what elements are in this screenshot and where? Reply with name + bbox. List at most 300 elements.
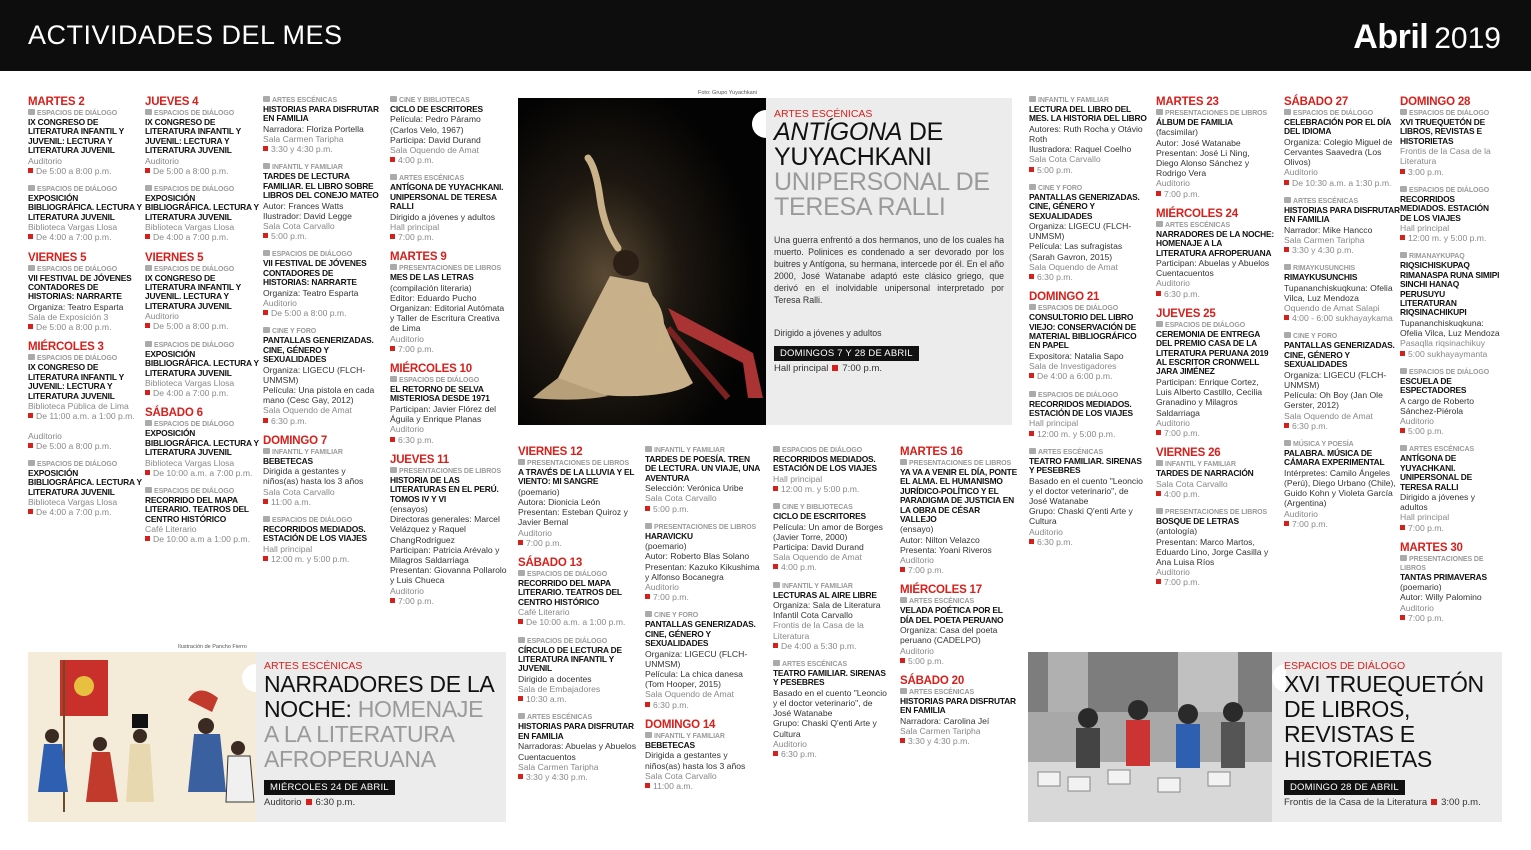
- event-info: Organiza: Teatro Esparta: [263, 287, 359, 298]
- event-title: ANTÍGONA DE YUYACHKANI. UNIPERSONAL DE TERESA RALLI: [1400, 453, 1472, 492]
- category-icon: [1029, 304, 1036, 310]
- event-time: De 5:00 a 8:00 p.m.: [263, 308, 381, 318]
- feature-audience: Dirigido a jóvenes y adultos: [774, 328, 882, 338]
- event-item: [518, 570, 636, 628]
- event-place: Auditorio: [1156, 278, 1190, 289]
- event-title: YA VA A VENIR EL DÍA, PONTE EL ALMA. EL HUMANISMO JURÍDICO-POLÍTICO Y EL PARADIGMA DE JUSTICIA EN LA OBRA DE CÉSAR VALLEJO: [900, 467, 1017, 525]
- event-category: ESPACIOS DE DIÁLOGO: [145, 420, 263, 429]
- event-info: Selección: Verónica Uribe: [645, 483, 744, 494]
- category-icon: [263, 448, 270, 454]
- day-heading: DOMINGO 28: [1400, 96, 1471, 108]
- event-title: TARDES DE NARRACIÓN: [1156, 468, 1254, 479]
- event-item: [518, 637, 636, 705]
- calendar-column-12: [1400, 96, 1502, 632]
- event-place: Auditorio: [1400, 415, 1434, 426]
- event-category: ESPACIOS DE DIÁLOGO: [1029, 391, 1147, 400]
- day-heading: SÁBADO 27: [1284, 96, 1349, 108]
- event-category: ESPACIOS DE DIÁLOGO: [1400, 186, 1502, 195]
- event-item: [518, 459, 636, 548]
- event-place: Sala de Exposición 3: [28, 312, 109, 323]
- event-time: 7:00 p.m.: [1284, 519, 1402, 529]
- category-icon: [1400, 186, 1407, 192]
- event-info: Organiza: LIGECU (FLCH-UNMSM) Película: Oh Boy (Jan Ole Gerster, 2012): [1284, 369, 1387, 411]
- event-item: [145, 420, 263, 478]
- event-item: [390, 96, 508, 165]
- event-info: Dirigido a docentes: [518, 673, 592, 684]
- day-heading: VIERNES 5: [145, 251, 204, 264]
- event-item: [145, 185, 263, 243]
- event-place: Auditorio: [390, 424, 424, 435]
- event-item: [773, 582, 891, 651]
- event-info: Organiza: LIGECU (FLCH-UNMSM) Película: La chica danesa (Tom Hooper, 2015): [645, 648, 748, 690]
- event-category: ARTES ESCÉNICAS: [900, 688, 1018, 697]
- category-icon: [645, 732, 652, 738]
- event-item: [28, 460, 146, 518]
- day-heading: DOMINGO 7: [263, 434, 328, 447]
- category-icon: [1284, 332, 1291, 338]
- category-icon: [773, 660, 780, 666]
- event-place: Auditorio: [1284, 167, 1318, 178]
- category-icon: [1156, 321, 1163, 327]
- event-item: [1156, 460, 1274, 499]
- event-place: Café Literario: [518, 607, 570, 618]
- event-time: 11:00 a.m.: [263, 497, 381, 507]
- category-icon: [1156, 109, 1163, 115]
- event-item: [390, 174, 508, 242]
- category-icon: [263, 516, 270, 522]
- event-title: RECORRIDO DEL MAPA LITERARIO. TEATROS DEL CENTRO HISTÓRICO: [145, 494, 249, 524]
- category-icon: [28, 185, 35, 191]
- event-place: Auditorio: [900, 555, 934, 566]
- event-category: PRESENTACIONES DE LIBROS: [1400, 555, 1484, 572]
- event-title: RECORRIDOS MEDIADOS. ESTACIÓN DE LOS VIAJES: [263, 523, 367, 544]
- event-title: IX CONGRESO DE LITERATURA INFANTIL Y JUVENIL: LECTURA Y LITERATURA JUVENIL: [145, 117, 241, 156]
- event-place: Auditorio: [773, 738, 807, 749]
- event-title: TEATRO FAMILIAR. SIRENAS Y PESEBRES: [773, 668, 886, 688]
- event-category: CINE Y BIBLIOTECAS: [390, 96, 508, 105]
- event-info: Participan: Abuelas y Abuelos Cuentacuentos: [1156, 258, 1270, 279]
- event-place: Sala Cota Carvallo: [1029, 154, 1101, 165]
- event-info: Organiza: Casa del poeta peruano (CADELPO): [900, 625, 998, 646]
- category-icon: [1284, 109, 1291, 115]
- event-item: [263, 96, 381, 154]
- event-category: ESPACIOS DE DIÁLOGO: [1400, 368, 1502, 377]
- category-icon: [1029, 184, 1036, 190]
- category-icon: [28, 265, 35, 271]
- event-time: De 5:00 a 8:00 p.m.: [28, 166, 146, 176]
- event-info: (facsimilar) Autor: José Watanabe Presentan: José Li Ning, Diego Alonso Sánchez y Rodrigo Vera: [1156, 127, 1250, 179]
- month-name: Abril: [1353, 18, 1429, 56]
- event-place: Biblioteca Vargas Llosa: [145, 377, 235, 388]
- category-icon: [1029, 391, 1036, 397]
- category-icon: [1284, 440, 1291, 446]
- category-icon: [1400, 368, 1407, 374]
- event-info: Dirigida a gestantes y niños(as) hasta los 3 años: [645, 750, 746, 771]
- calendar-column-10: [1156, 96, 1274, 597]
- event-title: EXPOSICIÓN BIBLIOGRÁFICA. LECTURA Y LITERATURA JUVENIL: [28, 467, 142, 497]
- event-time: 7:00 p.m.: [645, 592, 763, 602]
- event-time: 7:00 p.m.: [390, 232, 508, 242]
- event-item: [263, 327, 381, 425]
- event-info: A cargo de Roberto Sánchez-Piérola: [1400, 395, 1475, 416]
- event-place: Biblioteca Vargas Llosa: [145, 222, 235, 233]
- event-category: INFANTIL Y FAMILIAR: [773, 582, 891, 591]
- event-info: Tupananchiskuqkuna: Ofelia Vilca, Luz Mendoza: [1284, 282, 1393, 303]
- day-heading: MARTES 16: [900, 446, 963, 458]
- event-item: [1400, 252, 1502, 358]
- day-heading: MARTES 23: [1156, 96, 1219, 108]
- day-heading: SÁBADO 20: [900, 675, 965, 688]
- event-category: INFANTIL Y FAMILIAR: [263, 448, 381, 457]
- event-title: RECORRIDOS MEDIADOS. ESTACIÓN DE LOS VIAJES: [773, 454, 877, 474]
- category-icon: [900, 688, 907, 694]
- feature-category: ESPACIOS DE DIÁLOGO: [1284, 660, 1406, 672]
- event-title: BEBETECAS: [263, 455, 313, 466]
- event-info: Dirigido a jóvenes y adultos: [390, 211, 496, 222]
- day-heading: MIÉRCOLES 10: [390, 363, 472, 376]
- event-category: PRESENTACIONES DE LIBROS: [645, 523, 763, 532]
- event-category: ESPACIOS DE DIÁLOGO: [145, 487, 263, 496]
- event-place: Sala Oquendo de Amat: [263, 405, 352, 416]
- event-item: [900, 597, 1018, 666]
- day-heading: MARTES 30: [1400, 541, 1463, 554]
- event-title: CICLO DE ESCRITORES: [773, 511, 866, 522]
- event-category: ESPACIOS DE DIÁLOGO: [1029, 304, 1147, 313]
- event-place: Auditorio: [900, 645, 934, 656]
- event-item: [263, 163, 381, 241]
- event-category: ESPACIOS DE DIÁLOGO: [145, 109, 263, 118]
- event-category: ARTES ESCÉNICAS: [900, 597, 1018, 606]
- event-place: Auditorio: [28, 155, 62, 166]
- calendar-column-3: [263, 96, 381, 573]
- day-heading: JUEVES 4: [145, 96, 199, 108]
- event-title: PANTALLAS GENERIZADAS. CINE, GÉNERO Y SEXUALIDADES: [645, 619, 756, 649]
- event-title: XVI TRUEQUETÓN DE LIBROS, REVISTAS E HISTORIETAS: [1400, 117, 1486, 146]
- event-category: PRESENTACIONES DE LIBROS: [1156, 109, 1274, 118]
- category-icon: [1156, 460, 1163, 466]
- event-time: 6:30 p.m.: [1029, 537, 1147, 547]
- event-category: CINE Y BIBLIOTECAS: [773, 503, 891, 512]
- event-title: RIQSICHISKUPAQ RIMANASPA RUNA SIMIPI SINCHI HANAQ PERUSUYU LITERATURAN RIQSINACHIKUPI: [1400, 260, 1500, 318]
- event-time: 5:00 p.m.: [1400, 426, 1502, 436]
- category-icon: [773, 503, 780, 509]
- event-info: Intérpretes: Camilo Ángeles (Perú), Diego Urbano (Chile), Guido Kohn y Violeta García (Argentina): [1284, 467, 1396, 509]
- event-time: 3:30 y 4:30 p.m.: [900, 736, 1018, 746]
- event-info: Tupananchiskuqkuna: Ofelia Vilca, Luz Mendoza: [1400, 317, 1500, 339]
- feature-truequeton: [1028, 652, 1502, 822]
- feature-place: Frontis de la Casa de la Literatura 3:00 p.m.: [1284, 797, 1481, 808]
- category-icon: [518, 570, 525, 576]
- event-place: Auditorio: [645, 582, 679, 593]
- event-place: Sala Cota Carvallo: [1156, 478, 1228, 489]
- event-category: INFANTIL Y FAMILIAR: [645, 732, 763, 741]
- event-category: ESPACIOS DE DIÁLOGO: [1156, 321, 1274, 330]
- calendar-column-11: [1284, 96, 1402, 538]
- event-time: De 4:00 a 5:30 p.m.: [773, 641, 891, 651]
- header-bar: [0, 0, 1531, 71]
- event-info: Participan: Enrique Cortez, Luis Alberto Castillo, Cecilia Granadino y Milagros Saldarriaga: [1156, 376, 1263, 418]
- event-info: Película: Pedro Páramo (Carlos Velo, 1967) Participa: David Durand: [390, 114, 481, 145]
- event-place: Sala Oquendo de Amat: [645, 689, 734, 700]
- event-category: CINE Y FORO: [1284, 332, 1402, 341]
- event-place: Biblioteca Vargas Llosa: [145, 457, 235, 468]
- event-item: [1400, 186, 1502, 244]
- event-place: Sala Carmen Taripha: [518, 761, 599, 772]
- event-title: EXPOSICIÓN BIBLIOGRÁFICA. LECTURA Y LITERATURA JUVENIL: [145, 428, 259, 458]
- day-heading: VIERNES 26: [1156, 447, 1221, 460]
- day-heading: JUEVES 11: [390, 453, 449, 466]
- event-time: 6:30 p.m.: [390, 435, 508, 445]
- event-item: [1029, 184, 1147, 282]
- feature-category: ARTES ESCÉNICAS: [264, 660, 363, 672]
- event-title: RIMAYKUSUNCHIS: [1284, 272, 1358, 283]
- event-time: 3:30 y 4:30 p.m.: [518, 772, 636, 782]
- category-icon: [1156, 221, 1163, 227]
- event-category: INFANTIL Y FAMILIAR: [1029, 96, 1147, 105]
- event-category: ESPACIOS DE DIÁLOGO: [145, 341, 263, 350]
- event-time: 7:00 p.m.: [518, 538, 636, 548]
- event-category: CINE Y FORO: [263, 327, 381, 336]
- event-place: Auditorio: [263, 297, 297, 308]
- event-item: [645, 611, 763, 709]
- event-item: [263, 516, 381, 564]
- event-place: Sala Carmen Taripha: [900, 726, 981, 737]
- event-title: LECTURA DEL LIBRO DEL MES. LA HISTORIA DEL LIBRO: [1029, 104, 1147, 124]
- event-time: De 4:00 a 7:00 p.m.: [28, 507, 146, 517]
- event-time: 4:00 - 6:00 sukhayaykama: [1284, 313, 1402, 323]
- event-place: Sala de Embajadores: [518, 684, 601, 695]
- event-place: Biblioteca Pública de Lima: [28, 401, 129, 412]
- event-title: HISTORIAS PARA DISFRUTAR EN FAMILIA: [900, 696, 1016, 716]
- event-place: Auditorio: [1284, 508, 1318, 519]
- event-time: 7:00 p.m.: [900, 565, 1018, 575]
- event-time: 10:30 a.m.: [518, 694, 636, 704]
- event-place: Sala Carmen Taripha: [1284, 234, 1365, 245]
- event-time: De 4:00 a 6:00 p.m.: [1029, 371, 1147, 381]
- category-icon: [263, 327, 270, 333]
- event-category: MÚSICA Y POESÍA: [1284, 440, 1402, 449]
- dancer-illustration: [518, 98, 766, 425]
- event-place: Hall principal: [263, 543, 313, 554]
- event-category: PRESENTACIONES DE LIBROS: [900, 459, 1018, 468]
- event-place: Frontis de la Casa de la Literatura: [773, 620, 864, 641]
- event-time: 3:30 y 4:30 p.m.: [263, 144, 381, 154]
- category-icon: [900, 597, 907, 603]
- event-category: PRESENTACIONES DE LIBROS: [390, 264, 508, 273]
- category-icon: [518, 637, 525, 643]
- event-time: De 10:30 a.m. a 1:30 p.m.: [1284, 178, 1402, 188]
- event-title: RECORRIDOS MEDIADOS. ESTACIÓN DE LOS VIAJES: [1400, 193, 1489, 223]
- event-title: HISTORIAS PARA DISFRUTAR EN FAMILIA: [518, 721, 634, 741]
- category-icon: [263, 96, 270, 102]
- antigona-photo: [518, 98, 766, 425]
- category-icon: [1400, 555, 1407, 561]
- event-time: 6:30 p.m.: [1156, 289, 1274, 299]
- event-place: Auditorio: [145, 155, 179, 166]
- event-info: Organiza: Teatro Esparta: [28, 301, 124, 312]
- event-time: 7:00 p.m.: [390, 344, 508, 354]
- event-category: ARTES ESCÉNICAS: [1400, 445, 1502, 454]
- event-info: Dirigida a gestantes y niños(as) hasta los 3 años: [263, 466, 364, 487]
- year: 2019: [1434, 22, 1501, 55]
- event-item: [145, 341, 263, 399]
- event-info: Narrador: Mike Hancco: [1284, 224, 1373, 235]
- event-time: De 4:00 a 7:00 p.m.: [28, 232, 146, 242]
- event-time: 6:30 p.m.: [645, 700, 763, 710]
- event-item: [1029, 304, 1147, 381]
- event-place: Auditorio: [145, 311, 179, 322]
- event-item: [1029, 448, 1147, 547]
- event-title: IX CONGRESO DE LITERATURA INFANTIL Y JUVENIL: LECTURA Y LITERATURA JUVENIL: [28, 117, 124, 156]
- calendar-column-9: [1029, 96, 1147, 556]
- event-category: ESPACIOS DE DIÁLOGO: [28, 185, 146, 194]
- event-time: 3:30 y 4:30 p.m.: [1284, 245, 1402, 255]
- event-place: Auditorio: [1400, 602, 1434, 613]
- category-icon: [263, 163, 270, 169]
- feature-date: DOMINGO 28 DE ABRIL: [1284, 780, 1405, 795]
- event-title: ESCUELA DE ESPECTADORES: [1400, 375, 1467, 396]
- feature-category: ARTES ESCÉNICAS: [774, 108, 873, 120]
- event-item: [1400, 555, 1502, 623]
- event-title: TARDES DE POESÍA. TREN DE LECTURA. UN VIAJE, UNA AVENTURA: [645, 454, 760, 483]
- feature-description: Una guerra enfrentó a dos hermanos, uno de los cuales ha muerto. Polinices es condenado a ser devorado por los buitres y Antígona, su hermana, intercede por él. En el año 2000, José Watanabe adaptó este clásico griego, que derivó en el inolvidable unipersonal interpretado por Teresa Ralli.: [774, 235, 1004, 305]
- calendar-column-5: [518, 446, 636, 791]
- category-icon: [28, 460, 35, 466]
- category-icon: [900, 459, 907, 465]
- calendar-column-7: [773, 446, 891, 768]
- event-time: 12:00 m. y 5:00 p.m.: [1029, 429, 1147, 439]
- event-time: 5:00 p.m.: [1029, 165, 1147, 175]
- event-category: ESPACIOS DE DIÁLOGO: [145, 265, 263, 274]
- event-category: ARTES ESCÉNICAS: [1029, 448, 1147, 457]
- illustration-credit: Ilustración de Pancho Fierro: [178, 644, 247, 650]
- event-item: [145, 265, 263, 332]
- event-place: Auditorio: [28, 430, 62, 441]
- event-place: Auditorio: [1156, 417, 1190, 428]
- event-title: LECTURAS AL AIRE LIBRE: [773, 589, 877, 600]
- event-place: Auditorio: [518, 527, 552, 538]
- event-item: [1029, 391, 1147, 439]
- event-title: ANTÍGONA DE YUYACHKANI. UNIPERSONAL DE TERESA RALLI: [390, 182, 504, 212]
- event-place: Frontis de la Casa de la Literatura: [1400, 146, 1491, 167]
- event-item: [1029, 96, 1147, 175]
- event-item: [28, 109, 146, 176]
- event-info: (poemario) Autor: Roberto Blas Solano Presentan: Kazuko Kikushima y Alfonso Bocanegra: [645, 541, 760, 582]
- event-title: PANTALLAS GENERIZADAS. CINE, GÉNERO Y SEXUALIDADES: [1029, 191, 1140, 221]
- event-item: [900, 688, 1018, 746]
- event-title: VELADA POÉTICA POR EL DÍA DEL POETA PERUANO: [900, 605, 1004, 625]
- event-time: 5:00 p.m.: [645, 504, 763, 514]
- category-icon: [1029, 448, 1036, 454]
- category-icon: [145, 341, 152, 347]
- event-category: ESPACIOS DE DIÁLOGO: [390, 376, 508, 385]
- event-category: INFANTIL Y FAMILIAR: [645, 446, 763, 455]
- category-icon: [773, 446, 780, 452]
- event-title: CELEBRACIÓN POR EL DÍA DEL IDIOMA: [1284, 117, 1391, 137]
- event-title: CÍRCULO DE LECTURA DE LITERATURA INFANTIL Y JUVENIL: [518, 644, 622, 674]
- category-icon: [645, 523, 652, 529]
- feature-place: Auditorio 6:30 p.m.: [264, 797, 356, 808]
- event-item: [390, 264, 508, 354]
- event-time: 12:00 m. y 5:00 p.m.: [1400, 233, 1502, 243]
- event-category: ESPACIOS DE DIÁLOGO: [1400, 109, 1502, 118]
- event-info: Película: Un amor de Borges (Javier Torre, 2000) Participa: David Durand: [773, 521, 883, 553]
- pancho-fierro-illustration: [28, 652, 256, 822]
- event-time: 6:30 p.m.: [1029, 272, 1147, 282]
- event-title: PANTALLAS GENERIZADAS. CINE, GÉNERO Y SEXUALIDADES: [263, 335, 374, 365]
- event-item: [1400, 368, 1502, 437]
- month-label: [1353, 18, 1501, 57]
- event-item: [645, 523, 763, 603]
- event-time: 3:00 p.m.: [1400, 167, 1502, 177]
- event-time: 7:00 p.m.: [1156, 577, 1274, 587]
- event-item: [773, 660, 891, 759]
- event-place: Hall principal: [1400, 512, 1450, 523]
- event-category: ESPACIOS DE DIÁLOGO: [28, 460, 146, 469]
- event-category: INFANTIL Y FAMILIAR: [263, 163, 381, 172]
- category-icon: [390, 467, 397, 473]
- event-title: TEATRO FAMILIAR. SIRENAS Y PESEBRES: [1029, 455, 1142, 476]
- category-icon: [145, 420, 152, 426]
- event-category: ARTES ESCÉNICAS: [263, 96, 381, 105]
- event-title: RECORRIDO DEL MAPA LITERARIO. TEATROS DEL CENTRO HISTÓRICO: [518, 578, 622, 607]
- event-info: Autores: Ruth Rocha y Otávio Roth Ilustradora: Raquel Coelho: [1029, 123, 1143, 155]
- day-heading: MIÉRCOLES 24: [1156, 207, 1238, 220]
- event-item: [263, 250, 381, 318]
- feature-narradores: [28, 644, 506, 822]
- event-time: 6:30 p.m.: [1284, 421, 1402, 431]
- event-time: 12:00 m. y 5:00 p.m.: [773, 484, 891, 494]
- category-icon: [145, 109, 152, 115]
- category-icon: [145, 487, 152, 493]
- event-info: Dirigido a jóvenes y adultos: [1400, 491, 1475, 513]
- feature-title: ANTÍGONA DE YUYACHKANI UNIPERSONAL DE TERESA RALLI: [774, 118, 990, 221]
- feature-title: NARRADORES DE LA NOCHE: HOMENAJE A LA LITERATURA AFROPERUANA: [264, 671, 494, 772]
- event-place: Pasaqlla riqsinachikuy: [1400, 338, 1486, 349]
- event-place: Hall principal: [390, 221, 440, 232]
- event-title: PANTALLAS GENERIZADAS. CINE, GÉNERO Y SEXUALIDADES: [1284, 340, 1395, 370]
- event-category: RIMAYKUSUNCHIS: [1284, 264, 1402, 273]
- feature-title: XVI TRUEQUETÓN DE LIBROS, REVISTAS E HISTORIETAS: [1284, 671, 1484, 772]
- event-item: [900, 459, 1018, 575]
- event-category: CINE Y FORO: [1029, 184, 1147, 193]
- event-place: Auditorio: [1029, 526, 1063, 537]
- event-title: VII FESTIVAL DE JÓVENES CONTADORES DE HISTORIAS: NARRARTE: [263, 258, 367, 288]
- event-time: 7:00 p.m.: [1400, 613, 1502, 623]
- event-info: Narradora: Floriza Portella: [263, 123, 364, 134]
- event-time: De 5:00 a 8:00 p.m.: [145, 166, 263, 176]
- event-item: [645, 446, 763, 514]
- event-info: (ensayos) Directoras generales: Marcel Velázquez y Raquel ChangRodríguez Participan: Patricia Arévalo y Milagros Saldarriaga Presentan: Giovanna Pollarolo y Luis Chueca: [390, 503, 507, 586]
- event-title: BOSQUE DE LETRAS: [1156, 515, 1239, 526]
- event-title: HISTORIAS PARA DISFRUTAR EN FAMILIA: [263, 104, 379, 124]
- event-item: [1156, 508, 1274, 588]
- day-heading: JUEVES 25: [1156, 307, 1216, 320]
- feature-date: DOMINGOS 7 Y 28 DE ABRIL: [774, 346, 919, 361]
- calendar-column-4: [390, 96, 508, 615]
- event-category: ESPACIOS DE DIÁLOGO: [518, 570, 636, 579]
- event-title: A TRAVÉS DE LA LLUVIA Y EL VIENTO: MI SANGRE: [518, 467, 635, 487]
- event-title: CEREMONIA DE ENTREGA DEL PREMIO CASA DE LA LITERATURA PERUANA 2019 AL ESCRITOR CRONWELL JARA JIMÉNEZ: [1156, 328, 1269, 377]
- event-title: EXPOSICIÓN BIBLIOGRÁFICA. LECTURA Y LITERATURA JUVENIL: [28, 193, 142, 222]
- event-time: 5:00 p.m.: [263, 231, 381, 241]
- event-place: Biblioteca Vargas Llosa: [28, 222, 118, 233]
- event-category: ARTES ESCÉNICAS: [518, 713, 636, 722]
- category-icon: [1156, 508, 1163, 514]
- event-title: EXPOSICIÓN BIBLIOGRÁFICA. LECTURA Y LITERATURA JUVENIL: [145, 348, 259, 378]
- event-time: 4:00 p.m.: [1156, 489, 1274, 499]
- category-icon: [390, 376, 397, 382]
